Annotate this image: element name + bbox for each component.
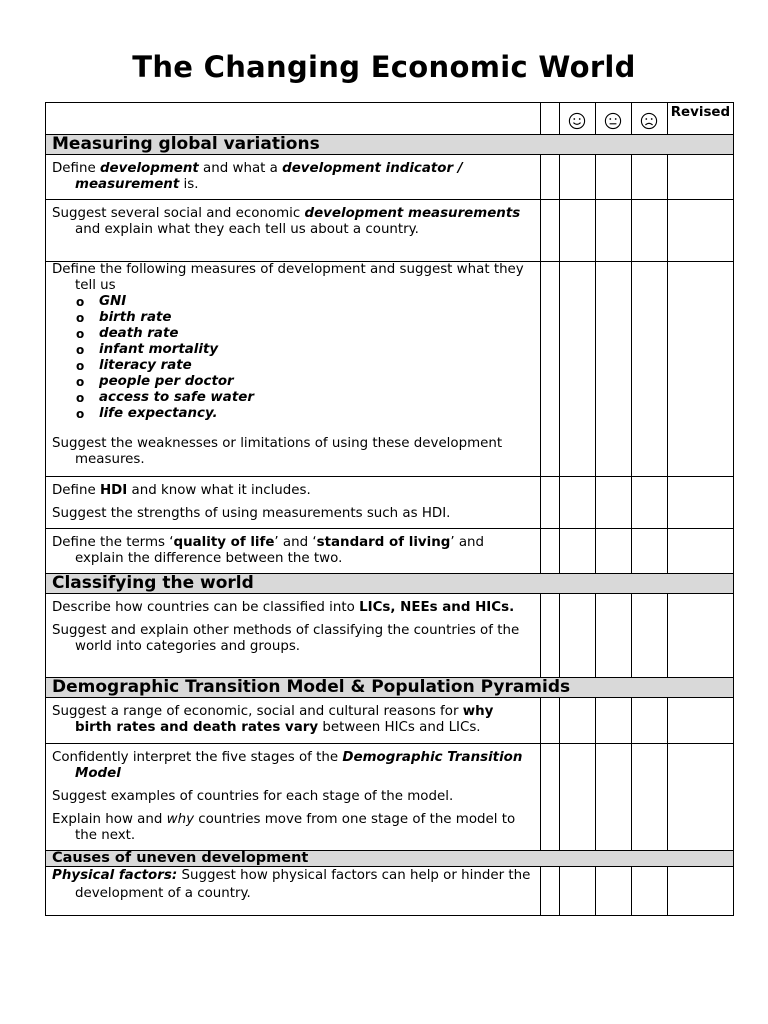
topic-text: Suggest a range of economic, social and cultural reasons for why birth rates and death rates vary between HICs and LICs.	[52, 704, 494, 735]
revised-cell[interactable]	[667, 477, 733, 529]
topic-text: Define the terms ‘quality of life’ and ‘standard of living’ and explain the difference between the two.	[52, 535, 485, 566]
section-heading-row	[46, 135, 734, 155]
header-row	[46, 103, 734, 135]
topic-text: Define HDI and know what it includes.	[52, 483, 311, 498]
tick-cell[interactable]	[540, 262, 559, 477]
topic-text: Define development and what a development indicator / measurement is.	[52, 161, 463, 192]
confident-cell[interactable]	[559, 477, 595, 529]
revised-cell[interactable]	[667, 744, 733, 851]
checklist-row	[46, 477, 734, 529]
neutral-face-icon	[604, 112, 622, 130]
list-item: o people per doctor	[99, 374, 534, 390]
tick-cell[interactable]	[540, 744, 559, 851]
topic-text: Suggest the strengths of using measurements such as HDI.	[52, 506, 451, 521]
header-neutral-cell	[595, 103, 631, 135]
revised-header: Revised	[667, 103, 733, 135]
topic-text: Explain how and why countries move from one stage of the model to the next.	[52, 812, 516, 843]
header-blank-cell	[46, 103, 541, 135]
tick-cell[interactable]	[540, 155, 559, 200]
unsure-cell[interactable]	[595, 155, 631, 200]
not-confident-cell[interactable]	[631, 477, 667, 529]
checklist-row	[46, 200, 734, 262]
unsure-cell[interactable]	[595, 744, 631, 851]
checklist-row	[46, 529, 734, 574]
list-item: o access to safe water	[99, 390, 534, 406]
list-item: o death rate	[99, 326, 534, 342]
confident-cell[interactable]	[559, 262, 595, 477]
page-title: The Changing Economic World	[132, 50, 636, 84]
checklist-row	[46, 594, 734, 678]
revised-cell[interactable]	[667, 867, 733, 916]
topic-text: Suggest the weaknesses or limitations of using these development measures.	[52, 436, 503, 467]
topic-text: Suggest examples of countries for each stage of the model.	[52, 789, 454, 804]
confident-cell[interactable]	[559, 200, 595, 262]
tick-cell[interactable]	[540, 594, 559, 678]
list-item: o GNI	[99, 294, 534, 310]
checklist-row	[46, 262, 734, 477]
row-text-cell	[46, 262, 541, 477]
unsure-cell[interactable]	[595, 594, 631, 678]
row-text-cell	[46, 744, 541, 851]
revised-cell[interactable]	[667, 698, 733, 744]
row-text-cell	[46, 594, 541, 678]
topic-text: Describe how countries can be classified into LICs, NEEs and HICs.	[52, 600, 515, 615]
not-confident-cell[interactable]	[631, 744, 667, 851]
happy-face-icon	[568, 112, 586, 130]
topic-text: Suggest several social and economic development measurements and explain what they each tell us about a country.	[52, 206, 521, 237]
not-confident-cell[interactable]	[631, 200, 667, 262]
topic-text: Physical factors: Suggest how physical factors can help or hinder the development of a country.	[52, 868, 531, 901]
section-heading-row	[46, 678, 734, 698]
row-text-cell	[46, 698, 541, 744]
section-heading-row	[46, 851, 734, 867]
unsure-cell[interactable]	[595, 529, 631, 574]
tick-cell[interactable]	[540, 477, 559, 529]
unsure-cell[interactable]	[595, 262, 631, 477]
section-heading-dtm: Demographic Transition Model & Population Pyramids	[46, 678, 734, 698]
revision-checklist-table	[45, 102, 734, 916]
not-confident-cell[interactable]	[631, 594, 667, 678]
row-text-cell	[46, 200, 541, 262]
list-item: o infant mortality	[99, 342, 534, 358]
tick-cell[interactable]	[540, 867, 559, 916]
section-heading-row	[46, 574, 734, 594]
header-tick-cell	[540, 103, 559, 135]
row-text-cell	[46, 867, 541, 916]
unsure-cell[interactable]	[595, 867, 631, 916]
list-item: o birth rate	[99, 310, 534, 326]
revised-cell[interactable]	[667, 155, 733, 200]
measures-list	[52, 294, 534, 422]
topic-text: Define the following measures of development and suggest what they tell us	[52, 262, 524, 293]
list-item: o life expectancy.	[99, 406, 534, 422]
not-confident-cell[interactable]	[631, 529, 667, 574]
checklist-row	[46, 867, 734, 916]
not-confident-cell[interactable]	[631, 867, 667, 916]
row-text-cell	[46, 529, 541, 574]
confident-cell[interactable]	[559, 155, 595, 200]
not-confident-cell[interactable]	[631, 262, 667, 477]
revised-cell[interactable]	[667, 200, 733, 262]
topic-text: Suggest and explain other methods of classifying the countries of the world into categories and groups.	[52, 623, 520, 654]
confident-cell[interactable]	[559, 529, 595, 574]
confident-cell[interactable]	[559, 744, 595, 851]
unsure-cell[interactable]	[595, 698, 631, 744]
confident-cell[interactable]	[559, 594, 595, 678]
unsure-cell[interactable]	[595, 477, 631, 529]
header-happy-cell	[559, 103, 595, 135]
section-heading-measuring: Measuring global variations	[46, 135, 734, 155]
revised-cell[interactable]	[667, 594, 733, 678]
tick-cell[interactable]	[540, 529, 559, 574]
not-confident-cell[interactable]	[631, 698, 667, 744]
confident-cell[interactable]	[559, 698, 595, 744]
sad-face-icon	[640, 112, 658, 130]
unsure-cell[interactable]	[595, 200, 631, 262]
confident-cell[interactable]	[559, 867, 595, 916]
list-item: o literacy rate	[99, 358, 534, 374]
revised-cell[interactable]	[667, 529, 733, 574]
checklist-row	[46, 698, 734, 744]
checklist-row	[46, 155, 734, 200]
revised-cell[interactable]	[667, 262, 733, 477]
row-text-cell	[46, 477, 541, 529]
section-heading-classifying: Classifying the world	[46, 574, 734, 594]
section-heading-uneven: Causes of uneven development	[46, 851, 734, 867]
row-text-cell	[46, 155, 541, 200]
tick-cell[interactable]	[540, 200, 559, 262]
topic-text: Confidently interpret the five stages of the Demographic Transition Model	[52, 750, 523, 781]
checklist-row	[46, 744, 734, 851]
tick-cell[interactable]	[540, 698, 559, 744]
header-sad-cell	[631, 103, 667, 135]
not-confident-cell[interactable]	[631, 155, 667, 200]
